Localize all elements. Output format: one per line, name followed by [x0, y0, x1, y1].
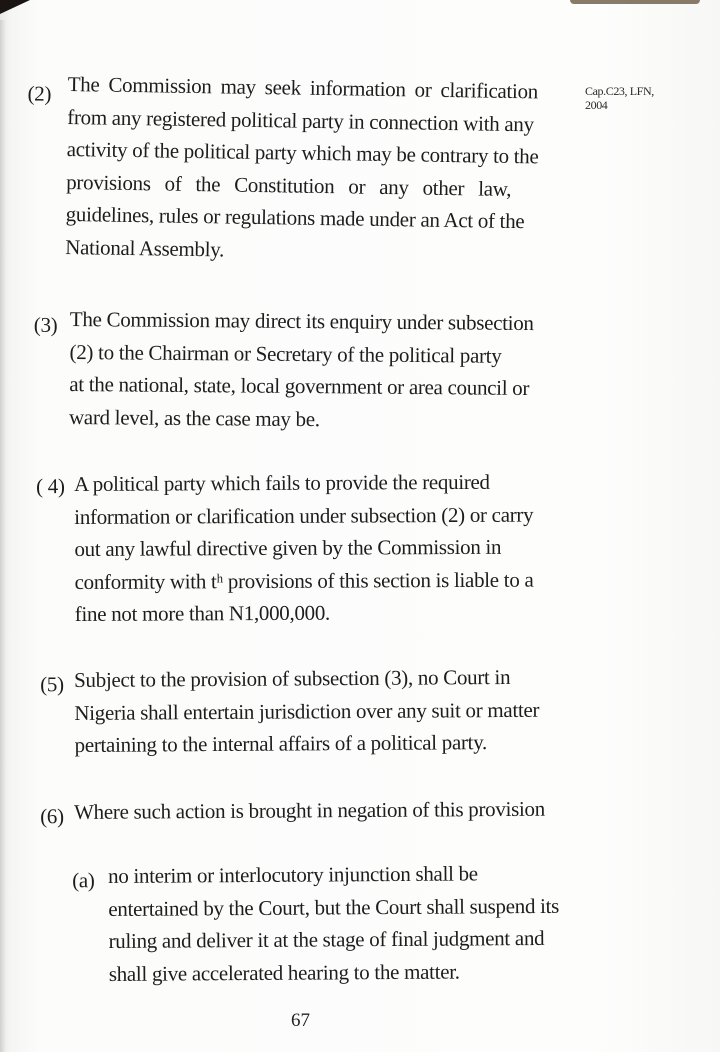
- text-line: Where such action is brought in negation of this provision: [74, 796, 545, 824]
- text-line: entertained by the Court, but the Court shall suspend its: [108, 893, 560, 921]
- subsection-4: [36, 466, 534, 631]
- text-line: guidelines, rules or regulations made under an Act of the: [65, 201, 525, 234]
- text-line: out any lawful directive given by the Commission in: [74, 534, 502, 561]
- clause-letter: (a): [72, 868, 95, 893]
- text-line: ward level, as the case may be.: [68, 404, 320, 431]
- text-line: ruling and deliver it at the stage of final judgment and: [108, 925, 545, 953]
- margin-note: [585, 84, 654, 112]
- text-line: (2) to the Chairman or Secretary of the political party: [69, 339, 502, 368]
- text-line: provisions of the Constitution or any other law,: [66, 169, 512, 201]
- text-line: Nigeria shall entertain jurisdiction over any suit or matter: [74, 697, 540, 725]
- text-line: The Commission may seek information or clarification: [67, 71, 539, 104]
- subsection-number: (2): [27, 81, 52, 106]
- text-line: at the national, state, local government or area council or: [69, 371, 530, 401]
- margin-note-line: Cap.C23, LFN,: [585, 84, 654, 98]
- text-line: from any registered political party in connection with any: [67, 104, 534, 136]
- subsection-number: (5): [40, 672, 64, 697]
- subsection-3: [33, 303, 534, 437]
- subsection-number: (3): [33, 312, 58, 337]
- text-line: no interim or interlocutory injunction shall be: [108, 861, 478, 888]
- text-line: National Assembly.: [65, 234, 225, 261]
- text-line: The Commission may direct its enquiry under subsection: [69, 306, 534, 336]
- margin-note-line: 2004: [585, 98, 608, 112]
- dark-corner: [0, 0, 30, 14]
- page-edge-shadow: [0, 20, 6, 1052]
- text-line: conformity with tʰ provisions of this section is liable to a: [74, 567, 534, 594]
- subsection-5: [40, 661, 540, 762]
- text-line: fine not more than N1,000,000.: [74, 600, 331, 626]
- subsection-2: [27, 68, 588, 271]
- top-edge-object: [570, 0, 700, 4]
- text-line: shall give accelerated hearing to the matter.: [108, 959, 460, 986]
- text-line: pertaining to the internal affairs of a political party.: [74, 730, 488, 757]
- text-line: information or clarification under subsection (2) or carry: [74, 502, 534, 529]
- subsection-number: ( 4): [36, 474, 65, 499]
- subsection-6: [40, 793, 545, 829]
- page-number: 67: [291, 1010, 310, 1031]
- clause-a: [72, 857, 560, 990]
- text-line: Subject to the provision of subsection (3), no Court in: [74, 664, 511, 692]
- text-line: activity of the political party which may be contrary to the: [66, 136, 539, 169]
- subsection-number: (6): [40, 804, 64, 829]
- text-line: A political party which fails to provide the required: [74, 469, 490, 496]
